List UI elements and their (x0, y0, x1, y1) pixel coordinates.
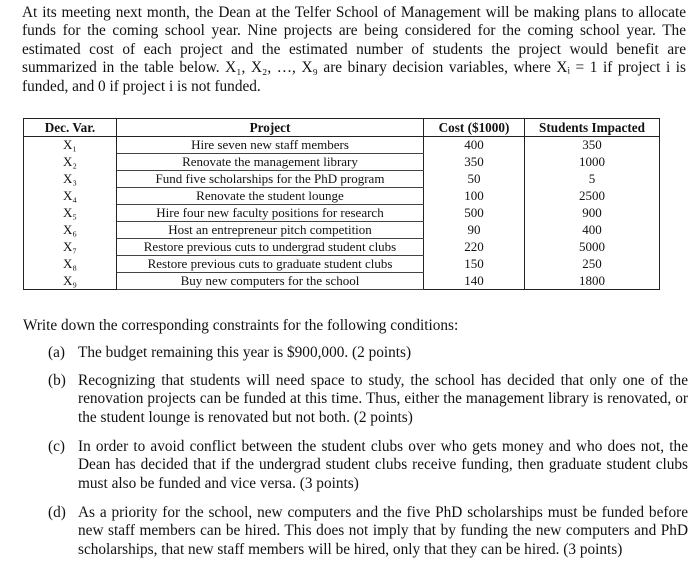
table-row (24, 256, 660, 273)
project-cell: Fund five scholarships for the PhD program (117, 171, 424, 188)
students-cell: 250 (525, 256, 660, 273)
condition-a (48, 344, 688, 362)
cost-cell: 50 (424, 171, 525, 188)
cost-cell: 220 (424, 239, 525, 256)
table-row (24, 188, 660, 205)
table-row (24, 239, 660, 256)
condition-b-label: (b) (48, 372, 66, 389)
table-header-row (24, 119, 660, 137)
dec-var-cell: X₃ (24, 171, 117, 188)
students-cell: 2500 (525, 188, 660, 205)
dec-var-cell: X₉ (24, 273, 117, 290)
dec-var-cell: X₂ (24, 154, 117, 171)
project-cell: Renovate the management library (117, 154, 424, 171)
condition-b-text: Recognizing that students will need space to study, the school has decided that only one of the renovation projects can be funded at this time. Thus, either the management library is renovated, or the student lounge is renovated but not both. (2 points) (78, 372, 688, 426)
conditions-prompt: Write down the corresponding constraints for the following conditions: (23, 317, 459, 334)
students-cell: 5 (525, 171, 660, 188)
students-cell: 5000 (525, 239, 660, 256)
cost-cell: 400 (424, 137, 525, 154)
table-row (24, 222, 660, 239)
cost-cell: 140 (424, 273, 525, 290)
table-row (24, 205, 660, 222)
condition-c-text: In order to avoid conflict between the student clubs over who gets money and who does not, the Dean has decided that if the undergrad student clubs receive funding, then graduate student clubs must also be funded and vice versa. (3 points) (78, 438, 688, 492)
cost-cell: 90 (424, 222, 525, 239)
projects-table (23, 118, 660, 290)
table-row (24, 154, 660, 171)
cost-cell: 150 (424, 256, 525, 273)
dec-var-cell: X₅ (24, 205, 117, 222)
condition-c-label: (c) (48, 438, 65, 455)
dec-var-cell: X₇ (24, 239, 117, 256)
intro-paragraph: At its meeting next month, the Dean at the Telfer School of Management will be making plans to allocate funds for the coming school year. Nine projects are being considered for the coming school year. The estimated cost of each project and the estimated number of students the project would benefit are summarized in the table below. X₁, X₂, …, X₉ are binary decision variables, where Xᵢ = 1 if project i is funded, and 0 if project i is not funded. (22, 4, 686, 95)
header-project: Project (117, 119, 424, 137)
table-row (24, 137, 660, 154)
project-cell: Hire four new faculty positions for research (117, 205, 424, 222)
condition-d-text: As a priority for the school, new computers and the five PhD scholarships must be funded before new staff members can be hired. This does not imply that by funding the new computers and PhD scholarships, that new staff members will be hired, only that they can be hired. (3 points) (78, 504, 688, 558)
condition-b (48, 372, 688, 427)
condition-a-text: The budget remaining this year is $900,000. (2 points) (78, 344, 412, 361)
students-cell: 400 (525, 222, 660, 239)
condition-d (48, 504, 688, 559)
dec-var-cell: X₆ (24, 222, 117, 239)
students-cell: 900 (525, 205, 660, 222)
project-cell: Host an entrepreneur pitch competition (117, 222, 424, 239)
header-dec-var: Dec. Var. (24, 119, 117, 137)
project-cell: Restore previous cuts to undergrad student clubs (117, 239, 424, 256)
students-cell: 1800 (525, 273, 660, 290)
cost-cell: 350 (424, 154, 525, 171)
condition-a-label: (a) (48, 344, 65, 361)
project-cell: Buy new computers for the school (117, 273, 424, 290)
dec-var-cell: X₈ (24, 256, 117, 273)
condition-c (48, 438, 688, 493)
table-row (24, 171, 660, 188)
project-cell: Hire seven new staff members (117, 137, 424, 154)
project-cell: Renovate the student lounge (117, 188, 424, 205)
dec-var-cell: X₁ (24, 137, 117, 154)
header-students: Students Impacted (525, 119, 660, 137)
table-row (24, 273, 660, 290)
students-cell: 350 (525, 137, 660, 154)
students-cell: 1000 (525, 154, 660, 171)
dec-var-cell: X₄ (24, 188, 117, 205)
header-cost: Cost ($1000) (424, 119, 525, 137)
project-cell: Restore previous cuts to graduate student clubs (117, 256, 424, 273)
condition-d-label: (d) (48, 504, 66, 521)
cost-cell: 100 (424, 188, 525, 205)
cost-cell: 500 (424, 205, 525, 222)
